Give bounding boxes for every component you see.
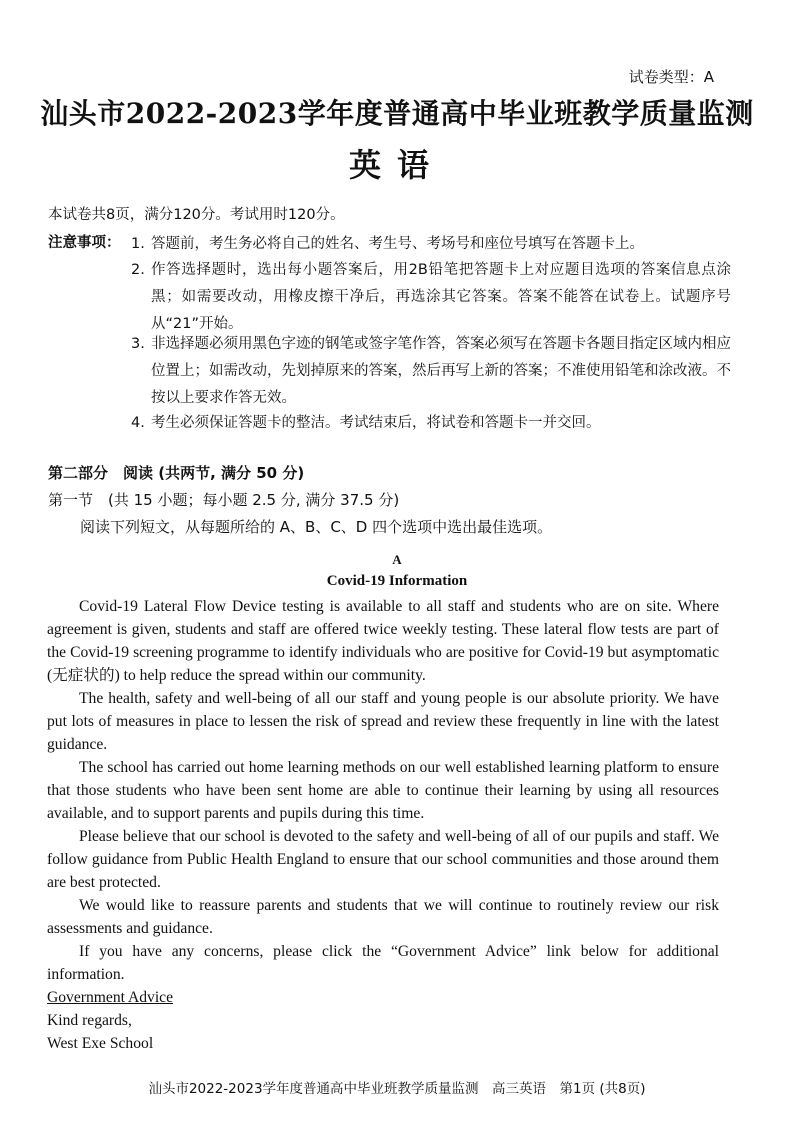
exam-title: 汕头市2022-2023学年度普通高中毕业班教学质量监测 — [40, 97, 754, 130]
note-text: 考生必须保证答题卡的整洁。考试结束后，将试卷和答题卡一并交回。 — [151, 415, 601, 431]
exam-intro: 本试卷共8页，满分120分。考试用时120分。 — [48, 207, 345, 223]
reading-instruction: 阅读下列短文，从每题所给的 A、B、C、D 四个选项中选出最佳选项。 — [80, 518, 553, 536]
note-text: 非选择题必须用黑色字迹的钢笔或签字笔作答，答案必须写在答题卡各题目指定区域内相应位置上；如需改动，先划掉原来的答案，然后再写上新的答案；不准使用铅笔和涂改液。不按以上要求作答无效。 — [151, 336, 731, 406]
notes-label: 注意事项： — [48, 235, 121, 251]
passage-paragraph: The school has carried out home learning methods on our well established learning platform to ensure that those students who have been sent home are able to continue their learning by using all resources available, and to support parents and pupils during this time. — [47, 759, 719, 822]
passage-letter: A — [392, 552, 402, 567]
note-item — [131, 257, 731, 338]
page-footer: 汕头市2022-2023学年度普通高中毕业班教学质量监测 高三英语 第1页 (共8页) — [148, 1081, 646, 1097]
signature-line: West Exe School — [47, 1035, 154, 1052]
passage-paragraph: Covid-19 Lateral Flow Device testing is available to all staff and students who are on site. Where agreement is given, students and staff are offered twice weekly testing. These lateral flow tests are part of the Covid-19 screening programme to identify individuals who are positive for Covid-19 but asymptomatic (无症状的) to help reduce the spread within our community. — [47, 598, 719, 684]
passage-paragraph: Please believe that our school is devoted to the safety and well-being of all of our pupils and staff. We follow guidance from Public Health England to ensure that our school communities and those around them are best protected. — [47, 828, 719, 891]
note-number: 4. — [131, 415, 145, 431]
note-item — [131, 331, 731, 412]
note-number: 3. — [131, 336, 145, 352]
passage-paragraph: If you have any concerns, please click the “Government Advice” link below for additional information. — [47, 943, 719, 983]
government-advice-link[interactable]: Government Advice — [47, 989, 174, 1006]
passage-title: Covid-19 Information — [326, 573, 468, 589]
subject-title: 英语 — [348, 146, 445, 184]
passage-paragraph: We would like to reassure parents and students that we will continue to routinely review our risk assessments and guidance. — [47, 897, 719, 937]
note-number: 2. — [131, 262, 145, 278]
note-number: 1. — [131, 236, 145, 252]
note-item — [131, 231, 731, 258]
paper-type-label: 试卷类型：A — [628, 68, 714, 86]
section-title: 第二部分 阅读 (共两节, 满分 50 分) — [48, 464, 305, 482]
part-title: 第一节 (共 15 小题；每小题 2.5 分, 满分 37.5 分) — [48, 491, 400, 509]
note-item — [131, 410, 731, 437]
note-text: 作答选择题时，选出每小题答案后，用2B铅笔把答题卡上对应题目选项的答案信息点涂黑；如需要改动，用橡皮擦干净后，再选涂其它答案。答案不能答在试卷上。试题序号从“21”开始。 — [151, 262, 731, 332]
passage-body — [47, 595, 719, 1055]
closing-line: Kind regards, — [47, 1012, 132, 1029]
note-text: 答题前，考生务必将自己的姓名、考生号、考场号和座位号填写在答题卡上。 — [151, 236, 644, 252]
passage-paragraph: The health, safety and well-being of all our staff and young people is our absolute priority. We have put lots of measures in place to lessen the risk of spread and review these frequently in line with the latest guidance. — [47, 690, 719, 753]
